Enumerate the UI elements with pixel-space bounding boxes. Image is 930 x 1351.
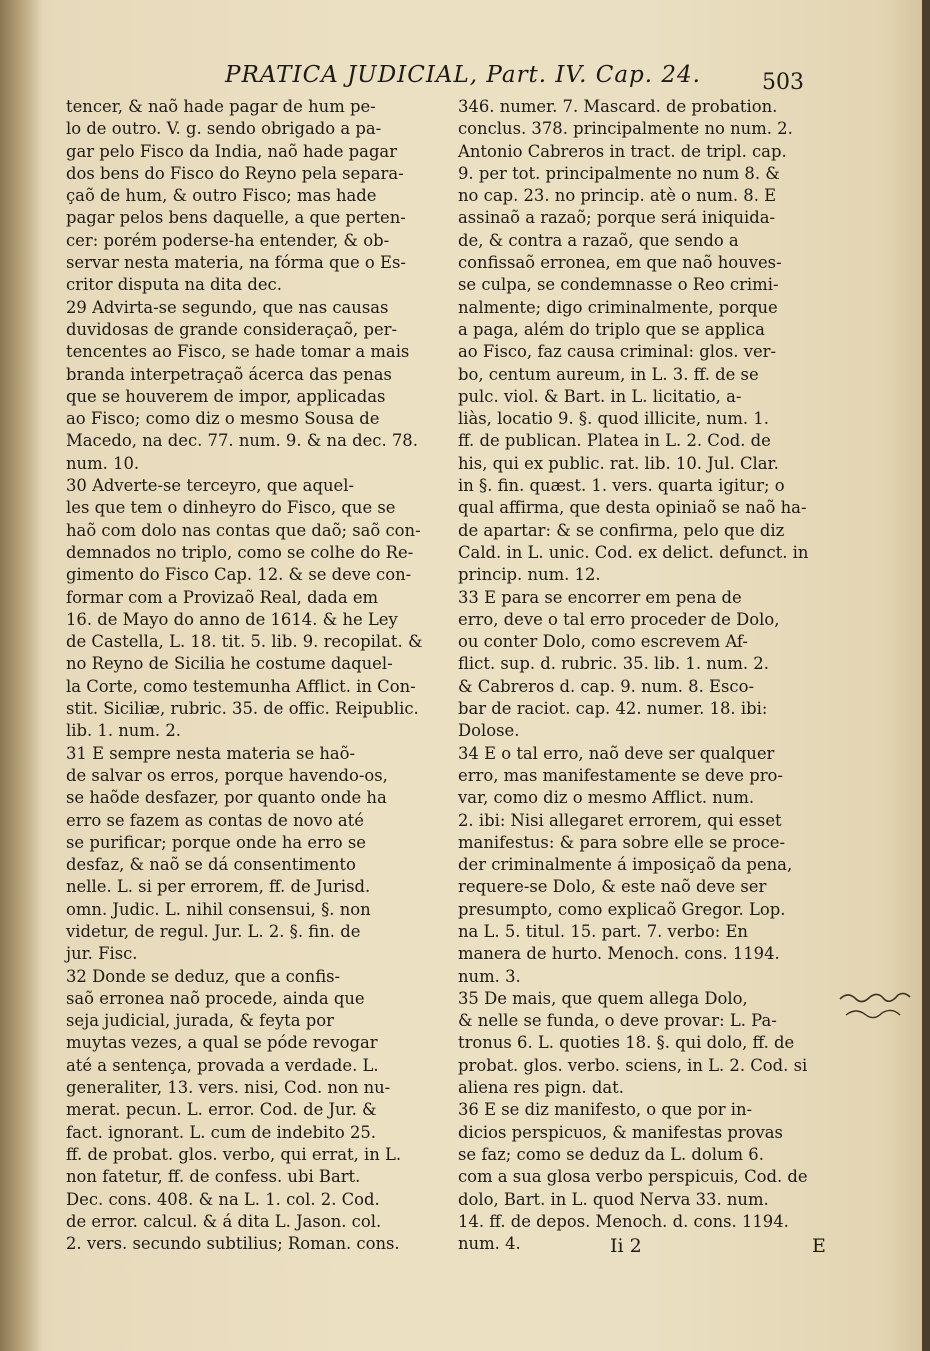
paragraph: 346. numer. 7. Mascard. de probation. conclus. 378. principalmente no num. 2. Antonio Cabreros in tract. de tripl. cap. 9. per tot. principalmente no num 8. & no cap. 23. no princip. atè o num. 8. E assinaõ a razaõ; porque será iniquida- de, & contra a razaõ, que sendo a confissaõ erronea, em que naõ houves- se culpa, se condemnasse o Reo crimi- nalmente; digo criminalmente, porque a paga, além do triplo que se applica ao Fisco, faz causa criminal: glos. ver- bo, centum aureum, in L. 3. ff. de se pulc. viol. & Bart. in L. licitatio, a- liàs, locatio 9. §. quod illicite, num. 1. ff. de publican. Platea in L. 2. Cod. de his, qui ex public. rat. lib. 10. Jul. Clar. in §. fin. quæst. 1. vers. quarta igitur; o qual affirma, que desta opiniaõ se naõ ha- de apartar: & se confirma, pelo que diz Cald. in L. unic. Cod. ex delict. defunct. in princip. num. 12. [458,97,809,585]
left-column [66,96,442,1255]
paragraph: 34 E o tal erro, naõ deve ser qualquer erro, mas manifestamente se deve pro- var, como diz o mesmo Afflict. num. 2. ibi: Nisi allegaret errorem, qui esset manifestus: & para sobre elle se proce- der criminalmente á imposiçaõ da pena, requere-se Dolo, & este naõ deve ser presumpto, como explicaõ Gregor. Lop. na L. 5. titul. 15. part. 7. verbo: En manera de hurto. Menoch. cons. 1194. num. 3. [458,743,793,986]
catchword: E [812,1235,826,1257]
paragraph: 33 E para se encorrer em pena de erro, deve o tal erro proceder de Dolo, ou conter Dolo, como escrevem Af- flict. sup. d. rubric. 35. lib. 1. num. 2. & Cabreros d. cap. 9. num. 8. Esco- bar de raciot. cap. 42. numer. 18. ibi: Dolose. [458,587,780,741]
running-head: PRATICA JUDICIAL, Part. IV. Cap. 24. [225,62,701,88]
paragraph: 36 E se diz manifesto, o que por in- dicios perspicuos, & manifestas provas se faz; como se deduz da L. dolum 6. com a sua glosa verbo perspicuis, Cod. de dolo, Bart. in L. quod Nerva 33. num. 14. ff. de depos. Menoch. d. cons. 1194. num. 4. [458,1100,808,1254]
signature-mark: Ii 2 [610,1235,642,1257]
page-number: 503 [762,70,804,95]
right-column [458,96,830,1255]
paragraph: tencer, & naõ hade pagar de hum pe- lo de outro. V. g. sendo obrigado a pa- gar pelo Fisco da India, naõ hade pagar dos bens do Fisco do Reyno pela separa- çaõ de hum, & outro Fisco; mas hade pagar pelos bens daquelle, a que perten- cer: porém poderse-ha entender, & ob- servar nesta materia, na fórma que o Es- critor disputa na dita dec. [66,97,406,295]
paragraph: 29 Advirta-se segundo, que nas causas duvidosas de grande consideraçaõ, per- tencentes ao Fisco, se hade tomar a mais branda interpetraçaõ ácerca das penas que se houverem de impor, applicadas ao Fisco; como diz o mesmo Sousa de Macedo, na dec. 77. num. 9. & na dec. 78. num. 10. [66,297,418,473]
paragraph: 35 De mais, que quem allega Dolo, & nelle se funda, o deve provar: L. Pa- tronus 6. L. quoties 18. §. qui dolo, ff. de probat. glos. verbo. sciens, in L. 2. Cod. si aliena res pign. dat. [458,988,808,1098]
paragraph: 32 Donde se deduz, que a confis- saõ erronea naõ procede, ainda que seja judicial, jurada, & feyta por muytas vezes, a qual se póde revogar até a sentença, provada a verdade. L. generaliter, 13. vers. nisi, Cod. non nu- merat. pecun. L. error. Cod. de Jur. & fact. ignorant. L. cum de indebito 25. ff. de probat. glos. verbo, qui errat, in L. non fatetur, ff. de confess. ubi Bart. Dec. cons. 408. & na L. 1. col. 2. Cod. de error. calcul. & á dita L. Jason. col. 2. vers. secundo subtilius; Roman. cons. [66,966,402,1254]
page-edge [922,0,930,1351]
book-binding-shadow [0,0,42,1351]
handwritten-margin-note [836,985,916,1025]
paragraph: 30 Adverte-se terceyro, que aquel- les que tem o dinheyro do Fisco, que se haõ com dolo nas contas que daõ; saõ con- demnados no triplo, como se colhe do Re- gimento do Fisco Cap. 12. & se deve con- formar com a Provizaõ Real, dada em 16. de Mayo do anno de 1614. & he Ley de Castella, L. 18. tit. 5. lib. 9. recopilat. & no Reyno de Sicilia he costume daquel- la Corte, como testemunha Afflict. in Con- stit. Siciliæ, rubric. 35. de offic. Reipublic. lib. 1. num. 2. [66,476,423,741]
paragraph: 31 E sempre nesta materia se haõ- de salvar os erros, porque havendo-os, se haõde desfazer, por quanto onde ha erro se fazem as contas de novo até se purificar; porque onde ha erro se desfaz, & naõ se dá consentimento nelle. L. si per errorem, ff. de Jurisd. omn. Judic. L. nihil consensui, §. non videtur, de regul. Jur. L. 2. §. fin. de jur. Fisc. [66,743,388,964]
